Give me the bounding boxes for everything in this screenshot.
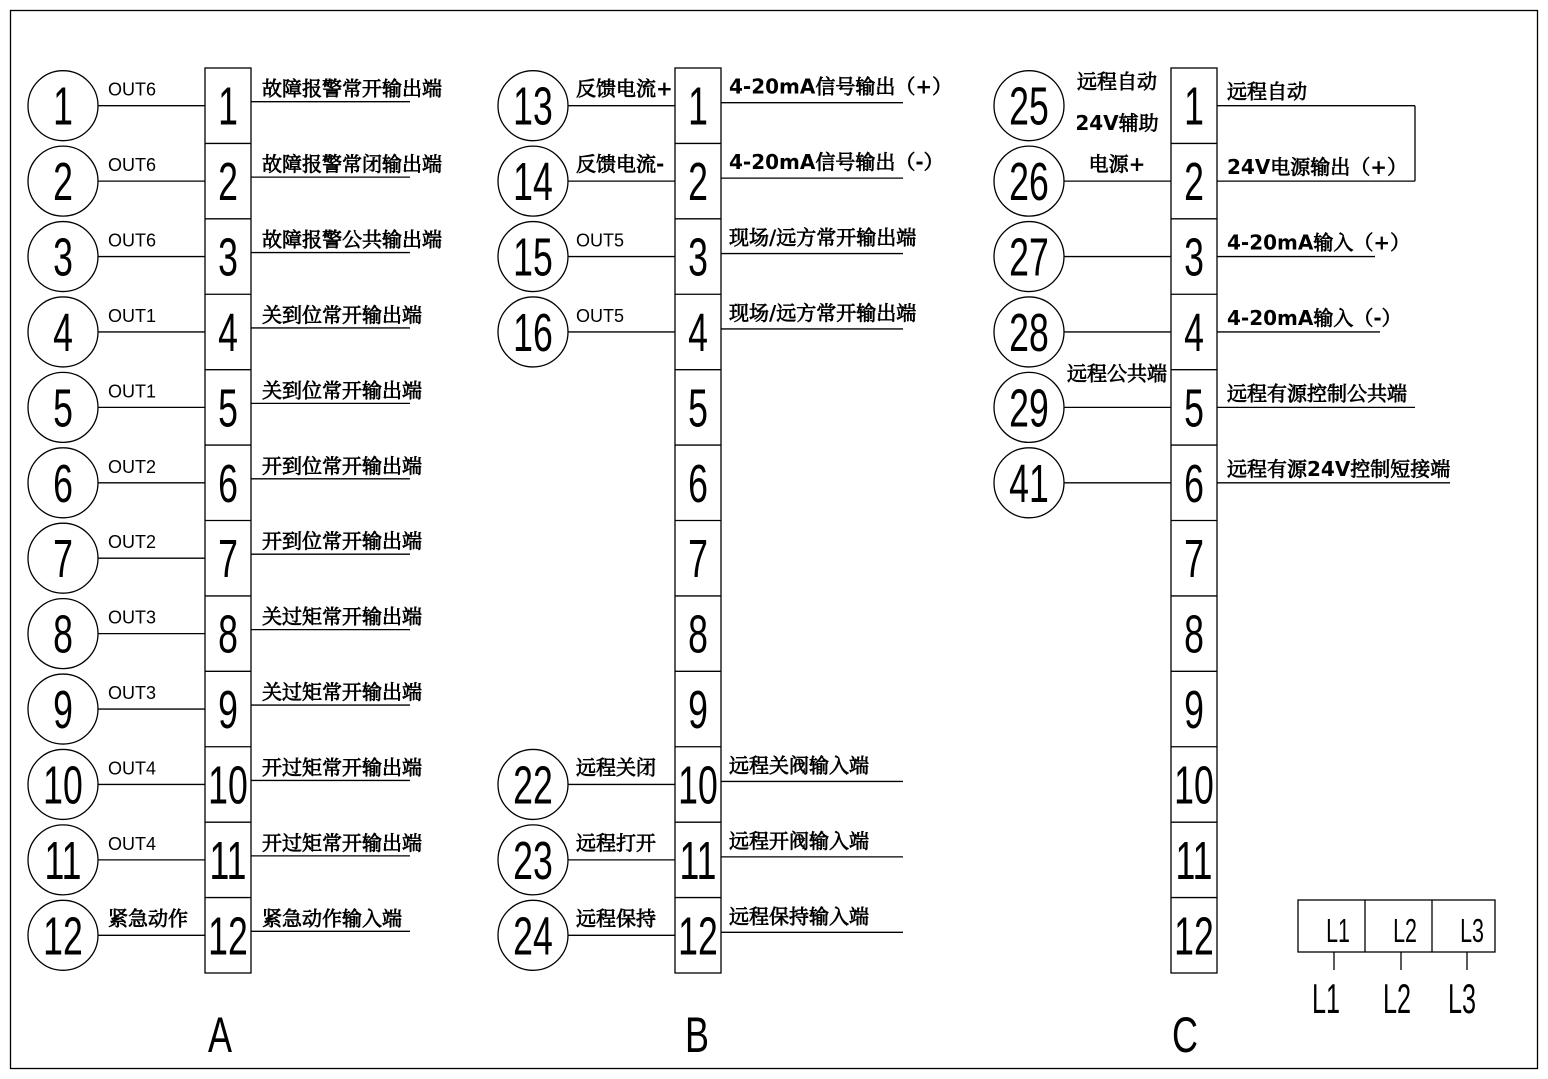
phase-lead-label: L2: [1382, 976, 1412, 1023]
field-terminal: [28, 222, 205, 292]
function-callout: [1217, 231, 1410, 257]
terminal-number: 3: [218, 227, 238, 288]
field-terminal: [498, 825, 675, 895]
field-terminal: [28, 146, 205, 216]
function-label: 远程关阀输入端: [729, 753, 869, 778]
field-terminal-number: 29: [1009, 377, 1049, 439]
field-terminal-number: 22: [513, 755, 553, 816]
function-callout: [721, 753, 903, 781]
terminal-number: 7: [688, 528, 708, 590]
terminal-number: 1: [688, 76, 708, 137]
field-terminal-number: 2: [53, 151, 73, 212]
phase-terminal-label: L1: [1326, 912, 1350, 950]
connection-label: OUT4: [108, 758, 157, 779]
connection-label: 反馈电流-: [576, 152, 665, 177]
function-label: 4-20mA输入（+）: [1227, 230, 1411, 255]
field-terminal: [28, 372, 205, 442]
terminal-number: 1: [218, 76, 238, 137]
terminal-strip-a: [28, 68, 442, 1063]
field-terminal-number: 23: [513, 830, 553, 891]
function-label: 故障报警常闭输出端: [262, 152, 442, 177]
function-label: 开到位常开输出端: [262, 529, 422, 554]
terminal-number: 6: [688, 453, 708, 514]
terminal-number: 10: [678, 755, 718, 816]
connection-label: OUT6: [108, 230, 157, 251]
function-callout: [721, 150, 944, 178]
field-terminal-number: 3: [53, 227, 73, 288]
function-label: 故障报警常开输出端: [262, 76, 442, 101]
field-terminal: [498, 71, 675, 141]
function-label: 远程自动: [1227, 79, 1307, 104]
function-callout: [721, 226, 916, 254]
function-callout: [721, 75, 952, 103]
field-terminal: [498, 297, 675, 367]
function-callout: [1217, 306, 1402, 332]
terminal-number: 5: [218, 377, 238, 439]
terminal-number: 5: [1184, 377, 1204, 439]
terminal-number: 6: [1184, 453, 1204, 514]
terminal-number: 9: [1184, 679, 1204, 740]
function-label: 关过矩常开输出端: [262, 680, 422, 705]
field-terminal: [28, 674, 205, 744]
connection-label: OUT3: [108, 607, 157, 628]
field-terminal-number: 24: [513, 905, 553, 967]
terminal-number: 2: [688, 151, 708, 212]
strip-label: C: [1172, 1008, 1198, 1064]
field-terminal-number: 11: [44, 830, 82, 891]
terminal-number: 4: [688, 302, 708, 363]
field-terminal: [28, 749, 205, 819]
phase-lead-label: L1: [1311, 976, 1341, 1023]
function-callout: [251, 831, 422, 856]
field-terminal-number: 13: [513, 76, 553, 137]
function-label: 关过矩常开输出端: [262, 604, 422, 629]
function-label: 4-20mA输入（-）: [1227, 305, 1402, 330]
strip-label: A: [207, 1008, 233, 1064]
terminal-number: 11: [1175, 830, 1213, 891]
function-label: 远程有源24V控制短接端: [1227, 456, 1451, 481]
connection-label: 远程打开: [576, 830, 656, 855]
connection-label: OUT1: [108, 381, 157, 402]
function-callout: [251, 755, 422, 780]
field-terminal-number: 1: [53, 76, 73, 137]
terminal-number: 12: [208, 905, 248, 967]
field-terminal-number: 25: [1009, 76, 1049, 137]
connection-label: 24V辅助: [1075, 111, 1159, 136]
field-terminal-number: 28: [1009, 302, 1049, 363]
terminal-number: 9: [688, 679, 708, 740]
function-label: 远程开阀输入端: [729, 828, 869, 853]
power-phase-block: [1298, 900, 1495, 1023]
function-label: 开到位常开输出端: [262, 453, 422, 478]
field-terminal: [28, 599, 205, 669]
connection-label: OUT3: [108, 683, 157, 704]
terminal-number: 8: [218, 604, 238, 665]
terminal-number: 3: [688, 227, 708, 288]
connection-label: 远程自动: [1077, 69, 1157, 94]
function-label: 关到位常开输出端: [262, 302, 422, 327]
phase-terminal-label: L2: [1393, 912, 1417, 950]
field-terminal: [994, 448, 1171, 518]
terminal-number: 12: [678, 905, 718, 967]
connection-label: 远程保持: [576, 906, 656, 931]
field-terminal: [28, 448, 205, 518]
function-label: 开过矩常开输出端: [262, 830, 422, 855]
connection-label: OUT1: [108, 305, 157, 326]
terminal-strip-c: [994, 68, 1450, 1063]
field-terminal: [28, 297, 205, 367]
field-terminal-number: 5: [53, 377, 73, 439]
function-callout: [251, 228, 442, 253]
function-label: 现场/远方常开输出端: [729, 300, 917, 325]
function-callout: [251, 605, 422, 630]
function-callout: [1217, 155, 1415, 181]
field-terminal: [498, 749, 675, 819]
field-terminal: [498, 222, 675, 292]
field-terminal-number: 27: [1009, 227, 1049, 288]
terminal-number: 6: [218, 453, 238, 514]
connection-label: 电源+: [1088, 152, 1146, 177]
function-label: 现场/远方常开输出端: [729, 225, 917, 250]
connection-label: OUT2: [108, 532, 157, 553]
field-terminal: [498, 900, 675, 970]
function-label: 24V电源输出（+）: [1227, 155, 1408, 180]
terminal-strip-b: [498, 68, 952, 1063]
terminal-number: 12: [1174, 905, 1214, 967]
connection-label: 紧急动作: [108, 906, 188, 931]
function-label: 关到位常开输出端: [262, 378, 422, 403]
function-label: 紧急动作输入端: [262, 906, 402, 931]
terminal-number: 1: [1184, 76, 1204, 137]
connection-label: OUT5: [576, 305, 625, 326]
terminal-number: 2: [1184, 151, 1204, 212]
function-callout: [251, 77, 442, 102]
field-terminal-number: 15: [513, 227, 553, 288]
function-callout: [251, 152, 442, 177]
function-callout: [251, 680, 422, 705]
function-label: 4-20mA信号输出（-）: [729, 150, 944, 175]
function-callout: [251, 378, 422, 403]
phase-terminal-label: L3: [1460, 912, 1484, 950]
function-label: 4-20mA信号输出（+）: [729, 74, 953, 99]
terminal-number: 8: [688, 604, 708, 665]
function-callout: [721, 904, 903, 932]
field-terminal: [28, 71, 205, 141]
field-terminal: [28, 900, 205, 970]
connection-label: 远程公共端: [1067, 361, 1167, 386]
field-terminal: [28, 523, 205, 593]
function-label: 开过矩常开输出端: [262, 755, 422, 780]
field-terminal: [994, 222, 1171, 292]
field-terminal-number: 10: [43, 755, 83, 816]
field-terminal-number: 8: [53, 604, 73, 665]
terminal-number: 10: [1174, 755, 1214, 816]
field-terminal-number: 14: [513, 151, 553, 212]
function-callout: [251, 303, 422, 328]
terminal-number: 8: [1184, 604, 1204, 665]
function-label: 远程保持输入端: [729, 904, 869, 929]
function-callout: [721, 301, 916, 329]
connection-label: OUT6: [108, 155, 157, 176]
function-callout: [1217, 80, 1415, 106]
connection-label: 反馈电流+: [576, 76, 673, 101]
connection-label: OUT2: [108, 456, 157, 477]
strip-label: B: [684, 1008, 710, 1064]
terminal-number: 7: [1184, 528, 1204, 590]
terminal-number: 9: [218, 679, 238, 740]
function-callout: [251, 529, 422, 554]
phase-lead-label: L3: [1447, 976, 1477, 1023]
field-terminal-number: 41: [1009, 453, 1049, 514]
field-terminal: [994, 297, 1171, 367]
field-terminal-number: 4: [53, 302, 73, 363]
field-terminal-number: 9: [53, 679, 73, 740]
terminal-number: 10: [208, 755, 248, 816]
field-terminal-number: 12: [43, 905, 83, 967]
terminal-number: 11: [209, 830, 247, 891]
terminal-number: 11: [679, 830, 717, 891]
function-callout: [251, 454, 422, 479]
terminal-number: 4: [1184, 302, 1204, 363]
terminal-number: 4: [218, 302, 238, 363]
terminal-number: 5: [688, 377, 708, 439]
function-callout: [721, 829, 903, 857]
terminal-number: 3: [1184, 227, 1204, 288]
field-terminal-number: 7: [53, 528, 73, 590]
connection-label: OUT6: [108, 79, 157, 100]
field-terminal-number: 6: [53, 453, 73, 514]
field-terminal: [498, 146, 675, 216]
function-callout: [1217, 381, 1415, 407]
field-terminal-number: 16: [513, 302, 553, 363]
function-label: 故障报警公共输出端: [262, 227, 442, 252]
terminal-number: 2: [218, 151, 238, 212]
connection-label: OUT5: [576, 230, 625, 251]
field-terminal: [994, 361, 1171, 442]
connection-label: OUT4: [108, 833, 157, 854]
function-callout: [1217, 457, 1450, 483]
connection-label: 远程关闭: [576, 755, 656, 780]
field-terminal: [28, 825, 205, 895]
field-terminal-number: 26: [1009, 151, 1049, 212]
function-label: 远程有源控制公共端: [1227, 381, 1407, 406]
function-callout: [251, 906, 410, 931]
terminal-number: 7: [218, 528, 238, 590]
